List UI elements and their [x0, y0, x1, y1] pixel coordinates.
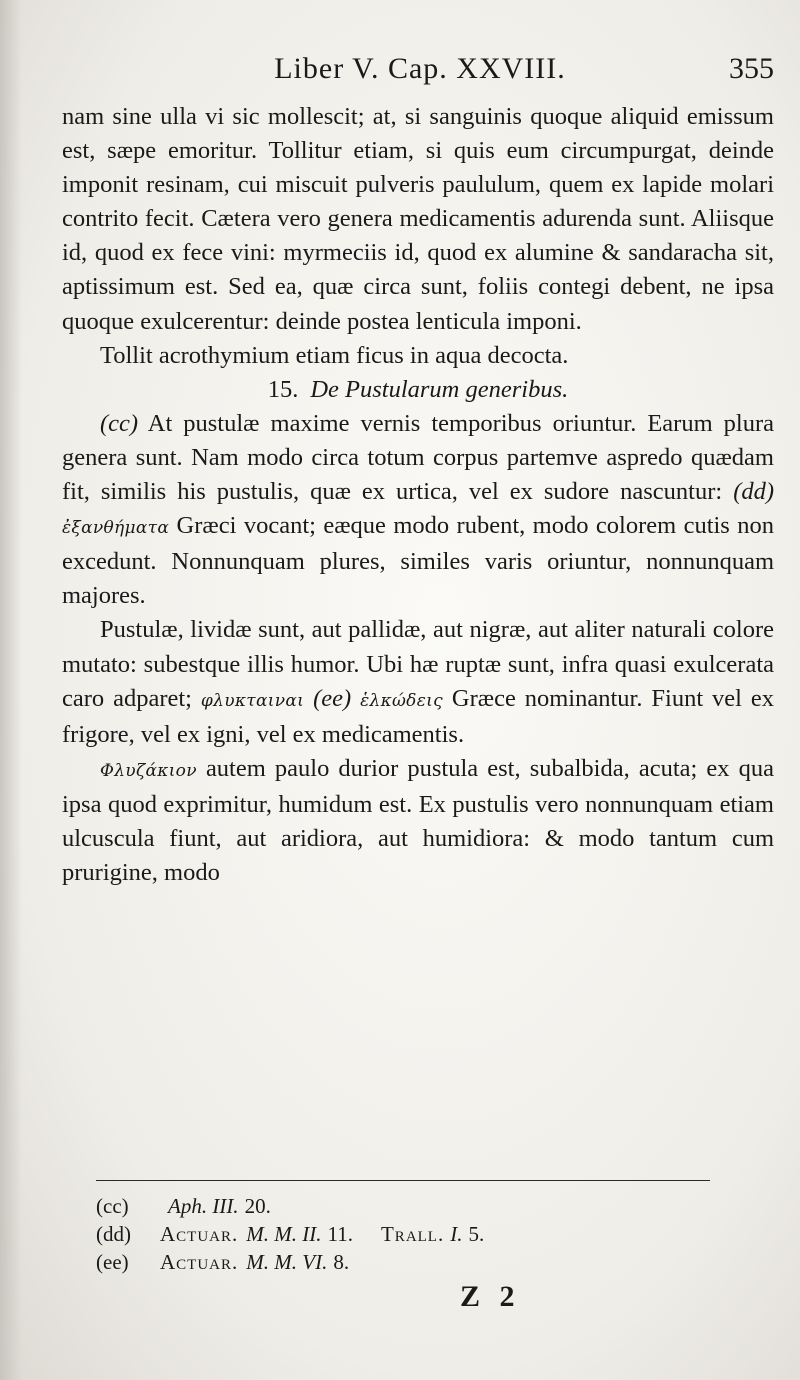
running-head: Liber V. Cap. XXVIII.: [274, 52, 566, 85]
paragraph-2: Tollit acrothymium etiam ficus in aqua decocta.: [100, 341, 569, 369]
footnote-ref-ee: (ee): [313, 684, 352, 712]
section-title: De Pustularum generibus.: [310, 375, 569, 403]
paragraph-4-text-b: Græce nominantur. Fiunt vel ex frigore, vel ex igni, vel ex medicamentis.: [62, 684, 775, 748]
page-number: 355: [729, 52, 774, 85]
paragraph-3: [62, 407, 774, 614]
footnote-dd-source: Actuar.: [160, 1222, 239, 1246]
greek-term-phlyzakion: Φλυζάκιον: [100, 760, 197, 781]
text-body: [62, 100, 774, 890]
footnote-cc: [96, 1192, 716, 1220]
footnote-dd-number: 11.: [327, 1222, 353, 1246]
footnote-dd-ref: (dd): [96, 1222, 131, 1246]
paragraph-5-text: autem paulo durior pustula est, subalbida, acuta; ex qua ipsa quod exprimitur, humidum est. Ex pustulis vero nonnunquam etiam ulcuscula fiunt, aut aridiora, aut humidiora: & modo tantum cum prurigine, modo: [62, 754, 775, 887]
section-heading: [62, 373, 774, 407]
page-edge-shadow: [0, 0, 22, 1380]
footnote-cc-number: 20.: [244, 1194, 271, 1218]
footnote-dd-number-2: 5.: [468, 1222, 485, 1246]
footnote-dd-cite: M. M. II.: [246, 1222, 322, 1246]
footnote-ee-number: 8.: [333, 1250, 350, 1274]
paragraph-5: [62, 752, 774, 890]
paragraph-3-text-b: Græci vocant; eæque modo rubent, modo colorem cutis non excedunt. Nonnunquam plures, similes varis oriuntur, nonnunquam majores.: [62, 512, 774, 610]
paragraph-1: nam sine ulla vi sic mollescit; at, si sanguinis quoque aliquid emissum est, sæpe emoritur. Tollitur etiam, si quis eum circumpurgat, deinde imponit resinam, cui miscuit pulveris paululum, quem ex lapide molari contrito fecit. Cætera vero genera medicamentis adurenda sunt. Aliisque id, quod ex fece vini: myrmeciis id, quod ex alumine & sandaracha sit, aptissimum est. Sed ea, quæ circa sunt, foliis contegi debent, ne ipsa quoque exulcerentur: deinde postea lenticula imponi.: [62, 103, 774, 335]
signature-mark: Z 2: [460, 1280, 521, 1313]
greek-term-phlyktainai: φλυκταιναι: [200, 690, 305, 711]
footnote-cc-ref: (cc): [96, 1194, 129, 1218]
paragraph-3-text-a: At pustulæ maxime vernis temporibus oriuntur. Earum plura genera sunt. Nam modo circa totum corpus partemve aspredo quædam fit, similis his pustulis, quæ ex urtica, vel ex sudore nascuntur:: [62, 409, 774, 506]
footnote-rule: [96, 1180, 710, 1181]
footnote-dd-cite-2: I.: [450, 1222, 463, 1246]
footnote-dd: [96, 1220, 716, 1248]
paragraph-4: [62, 613, 774, 751]
footnote-ee-source: Actuar.: [160, 1250, 239, 1274]
footnote-ref-dd: (dd): [733, 478, 775, 506]
greek-term-exanthemata: ἐξανθήματα: [62, 518, 170, 539]
footnote-ref-cc: (cc): [100, 409, 139, 437]
footnotes: [96, 1192, 716, 1276]
footnote-ee: [96, 1248, 716, 1276]
footnote-ee-cite: M. M. VI.: [246, 1250, 328, 1274]
footnote-ee-ref: (ee): [96, 1250, 129, 1274]
greek-term-helkodeis: ἑλκώδεις: [360, 690, 443, 711]
section-number: 15.: [267, 375, 299, 403]
footnote-dd-source-2: Trall.: [380, 1222, 445, 1246]
paragraph-4-text-a: Pustulæ, lividæ sunt, aut pallidæ, aut nigræ, aut aliter naturali colore mutato: subestque illis humor. Ubi hæ ruptæ sunt, infra quasi exulcerata caro adparet;: [62, 616, 774, 712]
footnote-cc-cite: Aph. III.: [168, 1194, 239, 1218]
